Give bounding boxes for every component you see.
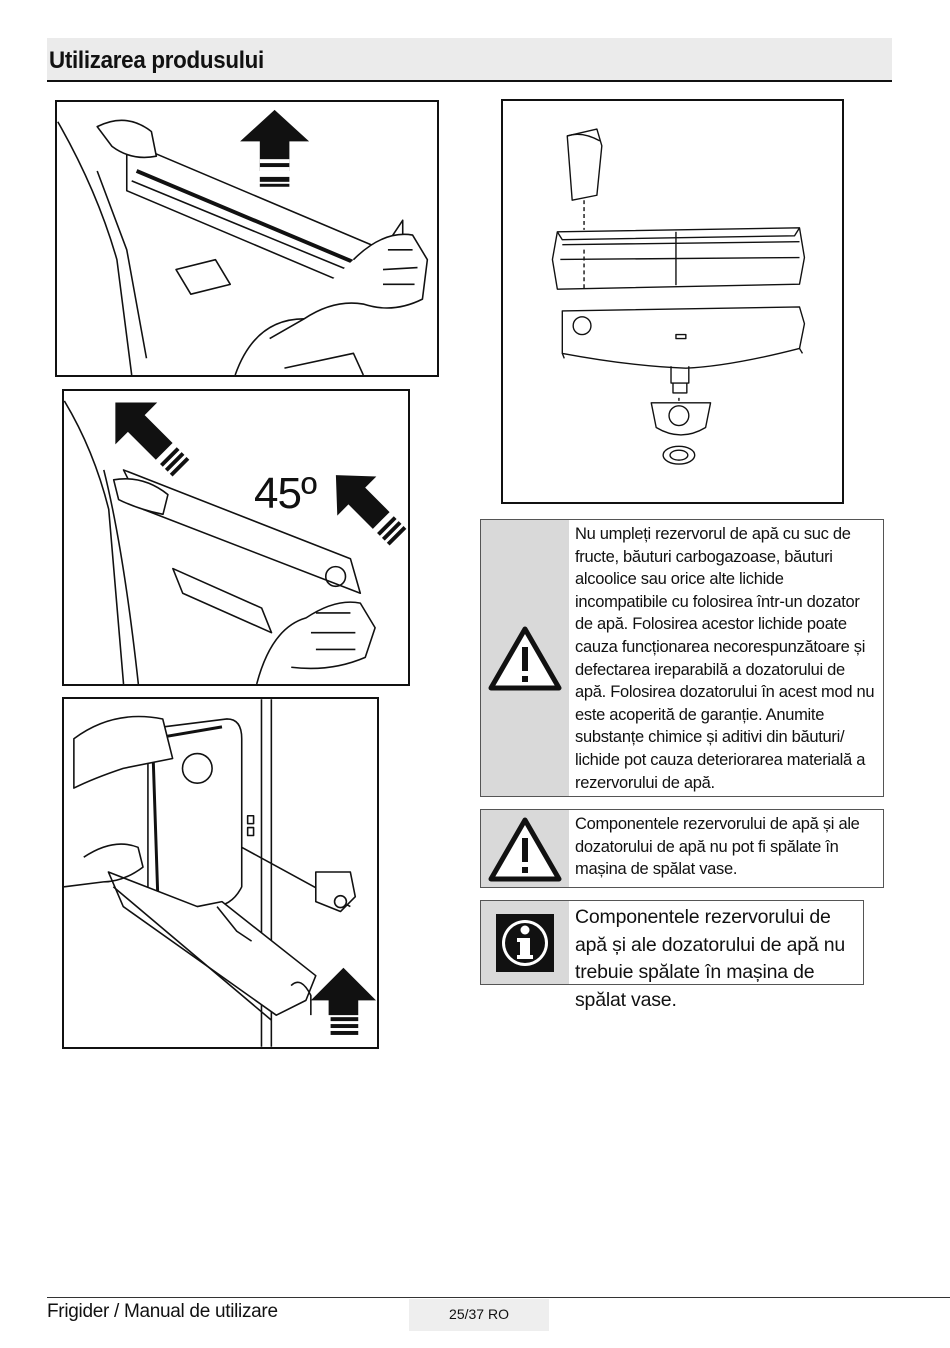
warning-triangle-icon	[488, 816, 562, 882]
arrow-diagonal-up-icon	[64, 391, 408, 684]
info-icon-cell	[481, 901, 569, 984]
note-text: Nu umpleți rezervorul de apă cu suc de fructe, băuturi carbogazoase, băuturi alcoolice sau orice alte lichide incompatibile cu folosirea într-un dozator de apă. Folosirea acestor lichide poate cauza funcționarea necorespunzătoare și defectarea ireparabilă a dozatorului de apă. Folosirea dozatorului în acest mod nu este acoperită de garanție. Anumite substanțe chimice și aditivi din băuturi/ lichide pot cauza deteriorarea materială a rezervorului de apă.	[575, 525, 875, 792]
page-title: Utilizarea produsului	[49, 47, 264, 74]
page-header	[47, 38, 892, 82]
note-text: Componentele rezervorului de apă și ale dozatorului de apă nu trebuie spălate în mașina de spălat vase.	[575, 906, 846, 1011]
figure-lift-tank	[55, 100, 439, 377]
warning-icon-cell	[481, 520, 569, 796]
arrow-up-icon	[64, 699, 377, 1047]
figure-tank-parts	[501, 99, 844, 504]
figure-tilt-tank	[62, 389, 410, 686]
footer-title: Frigider / Manual de utilizare	[47, 1301, 278, 1322]
page-number: 25/37 RO	[409, 1299, 549, 1331]
note-text: Componentele rezervorului de apă și ale dozatorului de apă nu pot fi spălate în mașina de spălat vase.	[575, 815, 860, 879]
warning-triangle-icon	[488, 625, 562, 691]
warning-note	[480, 519, 884, 797]
warning-note	[480, 809, 884, 888]
angle-label: 45º	[254, 469, 317, 518]
figure-open-lid	[62, 697, 379, 1049]
footer-divider	[47, 1297, 950, 1298]
arrow-up-icon	[57, 102, 437, 375]
info-icon	[496, 914, 554, 972]
warning-icon-cell	[481, 810, 569, 887]
info-note	[480, 900, 864, 1011]
